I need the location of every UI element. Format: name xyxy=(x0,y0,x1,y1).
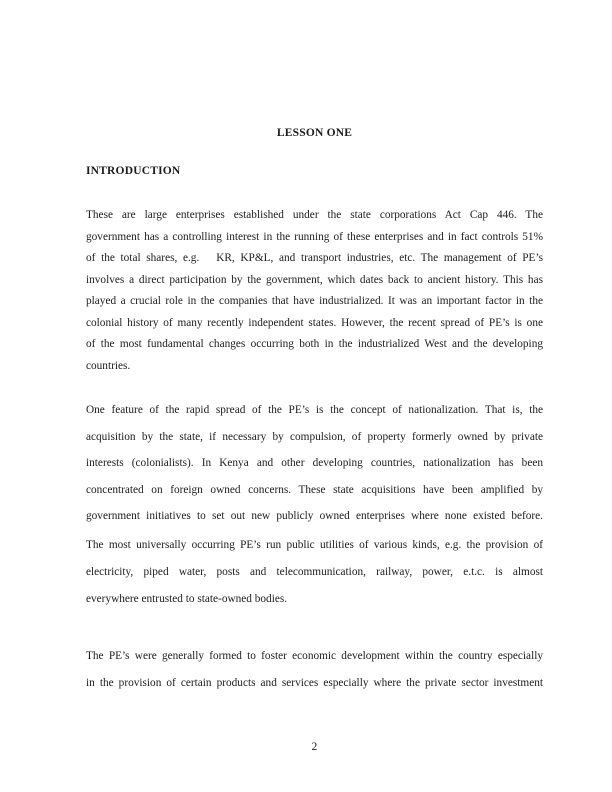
text-line: involves a direct participation by the government, which dates back to ancient history. This has xyxy=(86,273,543,286)
paragraph xyxy=(86,532,543,613)
text-line: The PE’s were generally formed to foster economic development within the country especially xyxy=(86,650,543,662)
paragraph xyxy=(86,397,543,530)
text-line: interests (colonialists). In Kenya and other developing countries, nationalization has been xyxy=(86,457,543,469)
text-line: played a crucial role in the companies that have industrialized. It was an important factor in the xyxy=(86,295,543,307)
text-line: These are large enterprises established under the state corporations Act Cap 446. The xyxy=(86,209,543,221)
text-line: government initiatives to set out new publicly owned enterprises where none existed before. xyxy=(86,510,543,522)
text-line: of the total shares, e.g. KR, KP&L, and transport industries, etc. The management of PE’s xyxy=(86,252,543,264)
paragraph xyxy=(86,205,543,377)
text-line: The most universally occurring PE’s run public utilities of various kinds, e.g. the provision of xyxy=(86,539,543,551)
text-line: of the most fundamental changes occurring both in the industrialized West and the developing xyxy=(86,338,543,350)
text-line: acquisition by the state, if necessary by compulsion, of property formerly owned by private xyxy=(86,430,543,443)
lesson-title: LESSON ONE xyxy=(276,127,353,139)
text-line: concentrated on foreign owned concerns. These state acquisitions have been amplified by xyxy=(86,483,543,496)
text-line: government has a controlling interest in the running of these enterprises and in fact controls 51% xyxy=(86,230,543,243)
text-line: in the provision of certain products and services especially where the private sector investment xyxy=(86,677,543,689)
page-number: 2 xyxy=(311,741,318,753)
text-line: everywhere entrusted to state-owned bodies. xyxy=(86,593,288,605)
text-line: One feature of the rapid spread of the PE’s is the concept of nationalization. That is, the xyxy=(86,404,543,416)
text-line: colonial history of many recently independent states. However, the recent spread of PE’s is one xyxy=(86,316,543,329)
text-line: countries. xyxy=(86,359,131,372)
section-heading-introduction: INTRODUCTION xyxy=(86,165,181,177)
paragraph xyxy=(86,643,543,697)
text-line: electricity, piped water, posts and telecommunication, railway, power, e.t.c. is almost xyxy=(86,566,543,578)
